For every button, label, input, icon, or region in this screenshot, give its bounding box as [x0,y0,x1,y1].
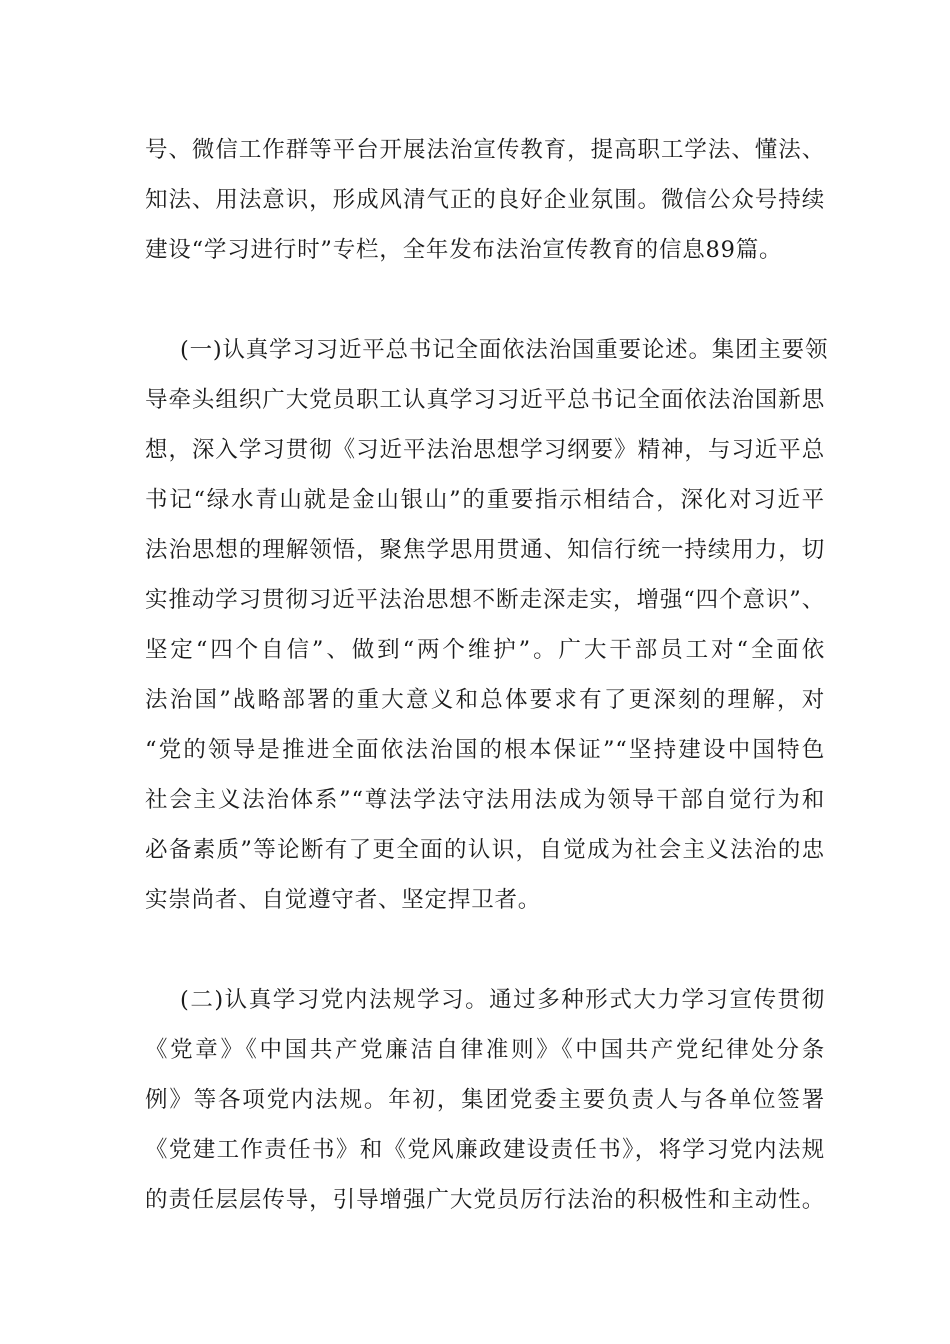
paragraph-heading-2: (二)认真学习党内法规学习。通过多种形式大力学习宣传贯彻 [180,987,825,1013]
text-line: 知法、用法意识，形成风清气正的良好企业氛围。微信公众号持续 [145,187,825,213]
text-line: 法治思想的理解领悟，聚焦学思用贯通、知信行统一持续用力，切 [145,537,825,563]
text-line: 建设“学习进行时”专栏，全年发布法治宣传教育的信息89篇。 [145,237,783,263]
text-line: 实崇尚者、自觉遵守者、坚定捍卫者。 [145,887,542,913]
text-line: 《党建工作责任书》和《党风廉政建设责任书》，将学习党内法规 [145,1137,825,1163]
text-line: 号、微信工作群等平台开展法治宣传教育，提高职工学法、懂法、 [145,137,825,163]
text-line: 的责任层层传导，引导增强广大党员厉行法治的积极性和主动性。 [145,1187,825,1213]
text-line: 例》等各项党内法规。年初，集团党委主要负责人与各单位签署 [145,1087,825,1113]
text-line: 导牵头组织广大党员职工认真学习习近平总书记全面依法治国新思 [145,387,825,413]
text-line: 书记“绿水青山就是金山银山”的重要指示相结合，深化对习近平 [145,487,825,513]
text-line: “党的领导是推进全面依法治国的根本保证”“坚持建设中国特色 [145,737,825,763]
text-line: 想，深入学习贯彻《习近平法治思想学习纲要》精神，与习近平总 [145,437,825,463]
paragraph-heading-1: (一)认真学习习近平总书记全面依法治国重要论述。集团主要领 [180,337,829,363]
text-line: 《党章》《中国共产党廉洁自律准则》《中国共产党纪律处分条 [145,1037,825,1063]
text-line: 坚定“四个自信”、做到“两个维护”。广大干部员工对“全面依 [145,637,825,663]
text-line: 法治国”战略部署的重大意义和总体要求有了更深刻的理解，对 [145,687,825,713]
text-line: 实推动学习贯彻习近平法治思想不断走深走实，增强“四个意识”、 [145,587,825,613]
text-line: 必备素质”等论断有了更全面的认识，自觉成为社会主义法治的忠 [145,837,825,863]
text-line: 社会主义法治体系”“尊法学法守法用法成为领导干部自觉行为和 [145,787,825,813]
